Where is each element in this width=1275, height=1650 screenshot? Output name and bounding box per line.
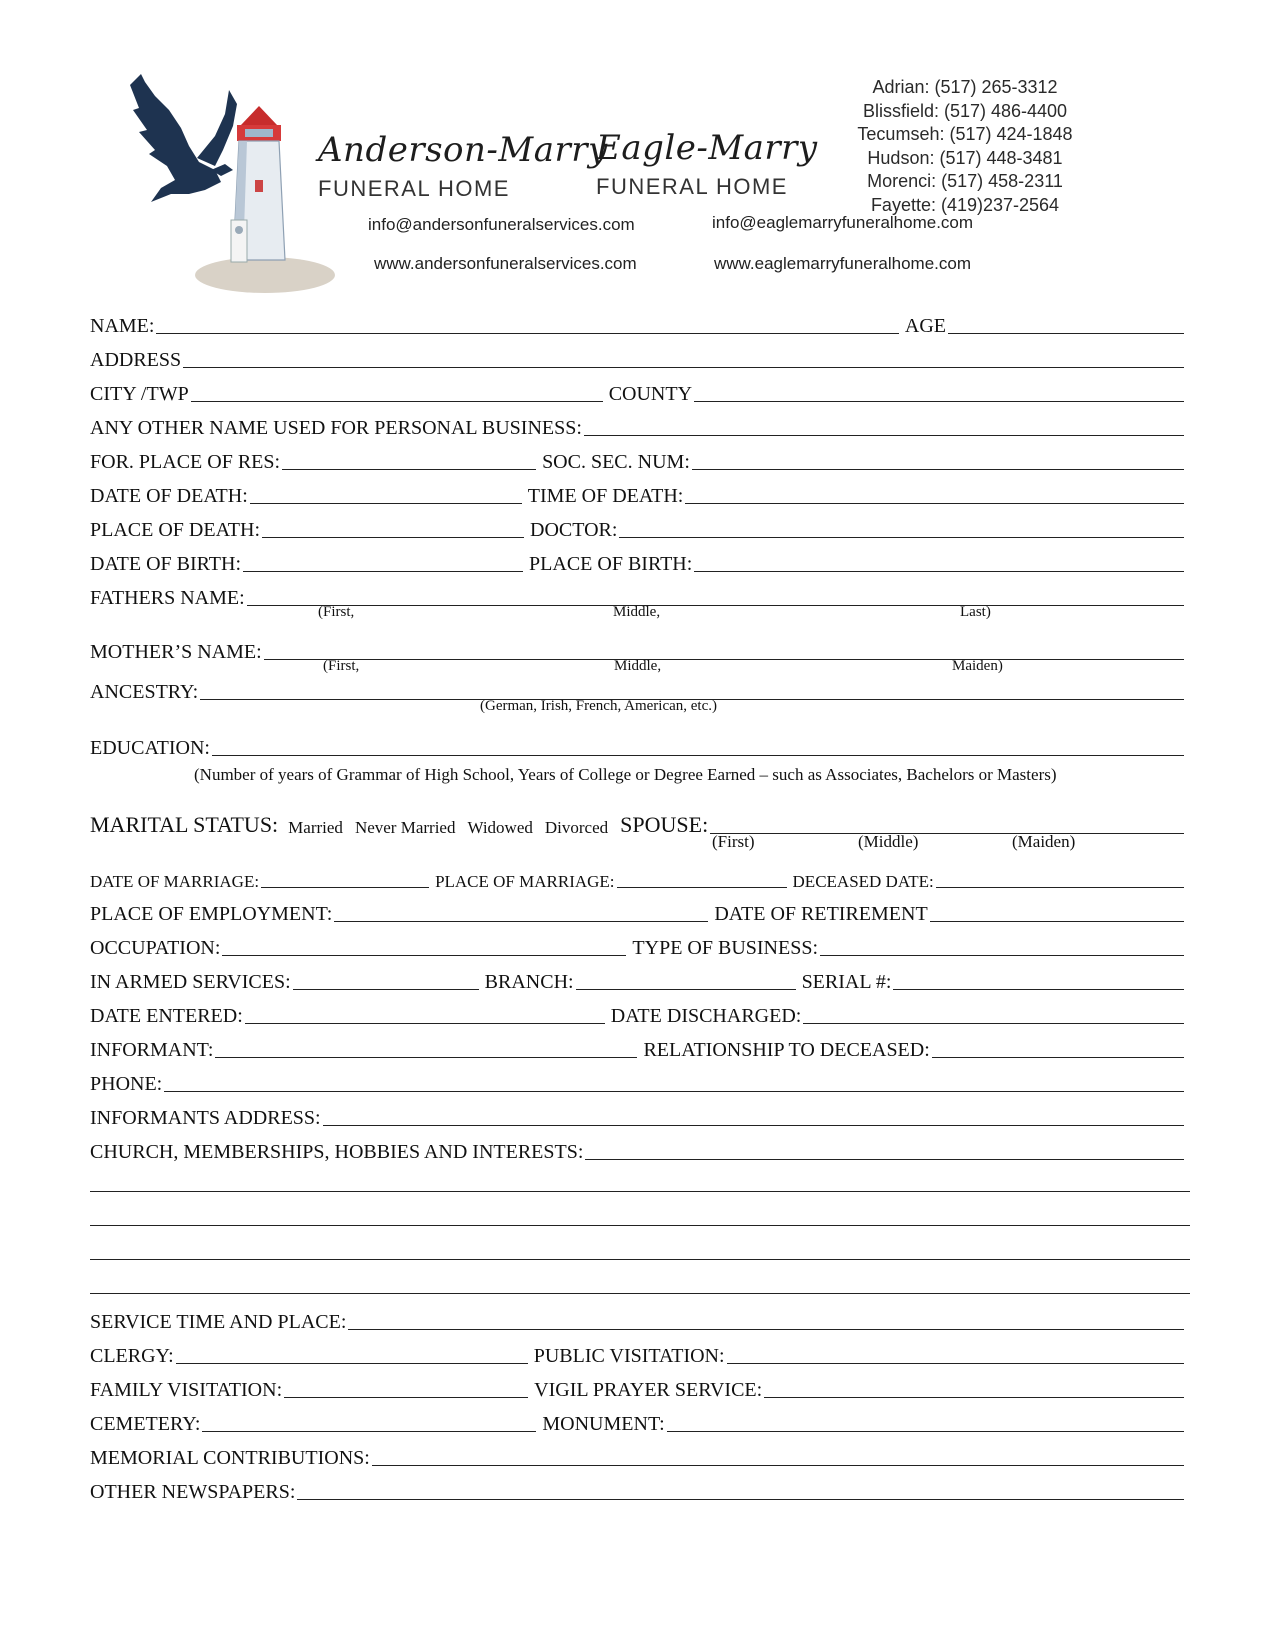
phone-morenci: Morenci: (517) 458-2311 xyxy=(867,171,1063,191)
anderson-subtitle: FUNERAL HOME xyxy=(318,176,510,201)
time-death-label: TIME OF DEATH: xyxy=(527,485,684,507)
informant-field[interactable] xyxy=(215,1056,637,1058)
marital-option-never-married[interactable]: Never Married xyxy=(354,818,456,837)
blank-line-4[interactable] xyxy=(90,1292,1190,1294)
row-clergy xyxy=(90,1340,1190,1368)
phone-tecumseh: Tecumseh: (517) 424-1848 xyxy=(857,124,1073,144)
business-label: TYPE OF BUSINESS: xyxy=(632,937,819,959)
letterhead xyxy=(0,0,1275,300)
vigil-label: VIGIL PRAYER SERVICE: xyxy=(534,1379,763,1401)
newspapers-label: OTHER NEWSPAPERS: xyxy=(90,1481,296,1503)
county-field[interactable] xyxy=(694,400,1184,402)
retirement-label: DATE OF RETIREMENT xyxy=(714,903,928,925)
ancestry-hint: (German, Irish, French, American, etc.) xyxy=(480,698,717,714)
branch-label: BRANCH: xyxy=(484,971,574,993)
public-visitation-field[interactable] xyxy=(727,1362,1184,1364)
row-employment xyxy=(90,898,1190,926)
pob-field[interactable] xyxy=(694,570,1184,572)
father-first-hint: (First, xyxy=(318,604,355,620)
row-address xyxy=(90,344,1190,372)
other-name-label: ANY OTHER NAME USED FOR PERSONAL BUSINESS: xyxy=(90,417,582,439)
marital-label: MARITAL STATUS: xyxy=(90,812,279,837)
former-res-label: FOR. PLACE OF RES: xyxy=(90,451,281,473)
row-city xyxy=(90,378,1190,406)
doctor-label: DOCTOR: xyxy=(530,519,618,541)
row-newspapers xyxy=(90,1476,1190,1504)
service-label: SERVICE TIME AND PLACE: xyxy=(90,1311,347,1333)
spouse-first-hint: (First) xyxy=(712,832,755,851)
clergy-label: CLERGY: xyxy=(90,1345,174,1367)
cemetery-label: CEMETERY: xyxy=(90,1413,201,1435)
doctor-field[interactable] xyxy=(619,536,1184,538)
row-armed xyxy=(90,966,1190,994)
blank-line-2[interactable] xyxy=(90,1224,1190,1226)
phone-hudson: Hudson: (517) 448-3481 xyxy=(867,147,1063,168)
ancestry-label: ANCESTRY: xyxy=(90,681,199,703)
cemetery-field[interactable] xyxy=(202,1430,536,1432)
city-label: CITY /TWP xyxy=(90,383,189,405)
phone-field[interactable] xyxy=(164,1090,1184,1092)
row-service-dates xyxy=(90,1000,1190,1028)
logo xyxy=(125,70,340,300)
relationship-label: RELATIONSHIP TO DECEASED: xyxy=(643,1039,930,1061)
occupation-field[interactable] xyxy=(222,954,626,956)
branch-field[interactable] xyxy=(576,988,796,990)
eagle-website[interactable]: www.eaglemarryfuneralhome.com xyxy=(714,254,971,273)
education-field[interactable] xyxy=(212,754,1184,756)
phone-label: PHONE: xyxy=(90,1073,163,1095)
father-field[interactable] xyxy=(247,604,1184,606)
education-label: EDUCATION: xyxy=(90,737,210,759)
row-family-visitation xyxy=(90,1374,1190,1402)
spouse-maiden-hint: (Maiden) xyxy=(1012,832,1076,851)
serial-field[interactable] xyxy=(893,988,1184,990)
father-middle-hint: Middle, xyxy=(613,604,661,620)
service-field[interactable] xyxy=(348,1328,1184,1330)
address-label: ADDRESS xyxy=(90,349,182,371)
row-service xyxy=(90,1306,1190,1334)
marital-option-married[interactable]: Married xyxy=(288,818,343,837)
anderson-name: Anderson-Marry xyxy=(318,130,608,170)
age-field[interactable] xyxy=(948,332,1184,334)
date-death-label: DATE OF DEATH: xyxy=(90,485,248,507)
name-label: NAME: xyxy=(90,315,155,337)
ssn-field[interactable] xyxy=(692,468,1184,470)
informant-label: INFORMANT: xyxy=(90,1039,214,1061)
phone-blissfield: Blissfield: (517) 486-4400 xyxy=(862,100,1068,121)
family-visitation-label: FAMILY VISITATION: xyxy=(90,1379,283,1401)
discharged-label: DATE DISCHARGED: xyxy=(610,1005,802,1027)
row-memorial xyxy=(90,1442,1190,1470)
entered-label: DATE ENTERED: xyxy=(90,1005,243,1027)
ssn-label: SOC. SEC. NUM: xyxy=(542,451,690,473)
row-education xyxy=(90,732,1190,760)
row-informant-address xyxy=(90,1102,1190,1130)
blank-line-3[interactable] xyxy=(90,1258,1190,1260)
marital-option-divorced[interactable]: Divorced xyxy=(544,818,609,837)
date-death-field[interactable] xyxy=(250,502,522,504)
row-name xyxy=(90,310,1190,338)
blank-line-1[interactable] xyxy=(90,1190,1190,1192)
eagle-brand xyxy=(596,128,818,200)
newspapers-field[interactable] xyxy=(297,1498,1184,1500)
phone-adrian: Adrian: (517) 265-3312 xyxy=(872,77,1058,97)
dob-field[interactable] xyxy=(243,570,523,572)
row-death xyxy=(90,480,1190,508)
mother-first-hint: (First, xyxy=(323,658,360,674)
row-church xyxy=(90,1136,1190,1164)
row-occupation xyxy=(90,932,1190,960)
eagle-icon xyxy=(130,74,237,202)
employment-label: PLACE OF EMPLOYMENT: xyxy=(90,903,333,925)
church-field[interactable] xyxy=(585,1158,1184,1160)
phone-fayette: Fayette: (419)237-2564 xyxy=(870,194,1060,215)
father-label: FATHERS NAME: xyxy=(90,587,245,609)
retirement-field[interactable] xyxy=(930,920,1184,922)
other-name-field[interactable] xyxy=(584,434,1184,436)
deceased-date-field[interactable] xyxy=(936,886,1184,888)
eagle-email[interactable]: info@eaglemarryfuneralhome.com xyxy=(712,213,974,232)
deceased-date-label: DECEASED DATE: xyxy=(792,872,934,891)
anderson-website[interactable]: www.andersonfuneralservices.com xyxy=(374,254,637,273)
monument-label: MONUMENT: xyxy=(542,1413,665,1435)
row-place-death xyxy=(90,514,1190,542)
monument-field[interactable] xyxy=(667,1430,1184,1432)
anderson-email[interactable]: info@andersonfuneralservices.com xyxy=(368,215,635,234)
mother-middle-hint: Middle, xyxy=(614,658,662,674)
city-field[interactable] xyxy=(191,400,603,402)
place-death-field[interactable] xyxy=(262,536,524,538)
discharged-field[interactable] xyxy=(803,1022,1184,1024)
row-informant xyxy=(90,1034,1190,1062)
date-marriage-label: DATE OF MARRIAGE: xyxy=(90,872,260,891)
age-label: AGE xyxy=(904,315,946,337)
pob-label: PLACE OF BIRTH: xyxy=(529,553,693,575)
former-res-field[interactable] xyxy=(282,468,536,470)
church-label: CHURCH, MEMBERSHIPS, HOBBIES AND INTERESTS: xyxy=(90,1141,584,1163)
row-cemetery xyxy=(90,1408,1190,1436)
marital-option-widowed[interactable]: Widowed xyxy=(467,818,533,837)
anderson-brand xyxy=(318,130,608,202)
family-visitation-field[interactable] xyxy=(284,1396,528,1398)
armed-label: IN ARMED SERVICES: xyxy=(90,971,291,993)
clergy-field[interactable] xyxy=(176,1362,528,1364)
business-field[interactable] xyxy=(820,954,1184,956)
informant-address-label: INFORMANTS ADDRESS: xyxy=(90,1107,321,1129)
place-marriage-field[interactable] xyxy=(617,886,787,888)
row-other-name xyxy=(90,412,1190,440)
row-former-res xyxy=(90,446,1190,474)
father-last-hint: Last) xyxy=(960,604,991,620)
phone-list xyxy=(850,76,1080,217)
spouse-field[interactable] xyxy=(710,832,1184,834)
eagle-subtitle: FUNERAL HOME xyxy=(596,174,788,199)
serial-label: SERIAL #: xyxy=(801,971,892,993)
eagle-name: Eagle-Marry xyxy=(596,128,818,168)
relationship-field[interactable] xyxy=(932,1056,1184,1058)
spouse-label: SPOUSE: xyxy=(620,812,709,837)
row-birth xyxy=(90,548,1190,576)
informant-address-field[interactable] xyxy=(323,1124,1184,1126)
spouse-middle-hint: (Middle) xyxy=(858,832,919,851)
mother-label: MOTHER’S NAME: xyxy=(90,641,262,663)
mother-maiden-hint: Maiden) xyxy=(952,658,1003,674)
time-death-field[interactable] xyxy=(685,502,1184,504)
entered-field[interactable] xyxy=(245,1022,605,1024)
employment-field[interactable] xyxy=(334,920,708,922)
place-marriage-label: PLACE OF MARRIAGE: xyxy=(435,872,615,891)
armed-field[interactable] xyxy=(293,988,479,990)
name-field[interactable] xyxy=(156,332,898,334)
row-phone xyxy=(90,1068,1190,1096)
occupation-label: OCCUPATION: xyxy=(90,937,221,959)
memorial-field[interactable] xyxy=(372,1464,1184,1466)
place-death-label: PLACE OF DEATH: xyxy=(90,519,261,541)
date-marriage-field[interactable] xyxy=(261,886,429,888)
public-visitation-label: PUBLIC VISITATION: xyxy=(533,1345,725,1367)
address-field[interactable] xyxy=(183,366,1184,368)
memorial-label: MEMORIAL CONTRIBUTIONS: xyxy=(90,1447,370,1469)
vigil-field[interactable] xyxy=(764,1396,1184,1398)
mother-field[interactable] xyxy=(264,658,1184,660)
dob-label: DATE OF BIRTH: xyxy=(90,553,242,575)
education-hint: (Number of years of Grammar of High School, Years of College or Degree Earned – such as Associates, Bachelors or Masters) xyxy=(194,765,1057,784)
county-label: COUNTY xyxy=(608,383,693,405)
row-marriage xyxy=(90,864,1190,892)
